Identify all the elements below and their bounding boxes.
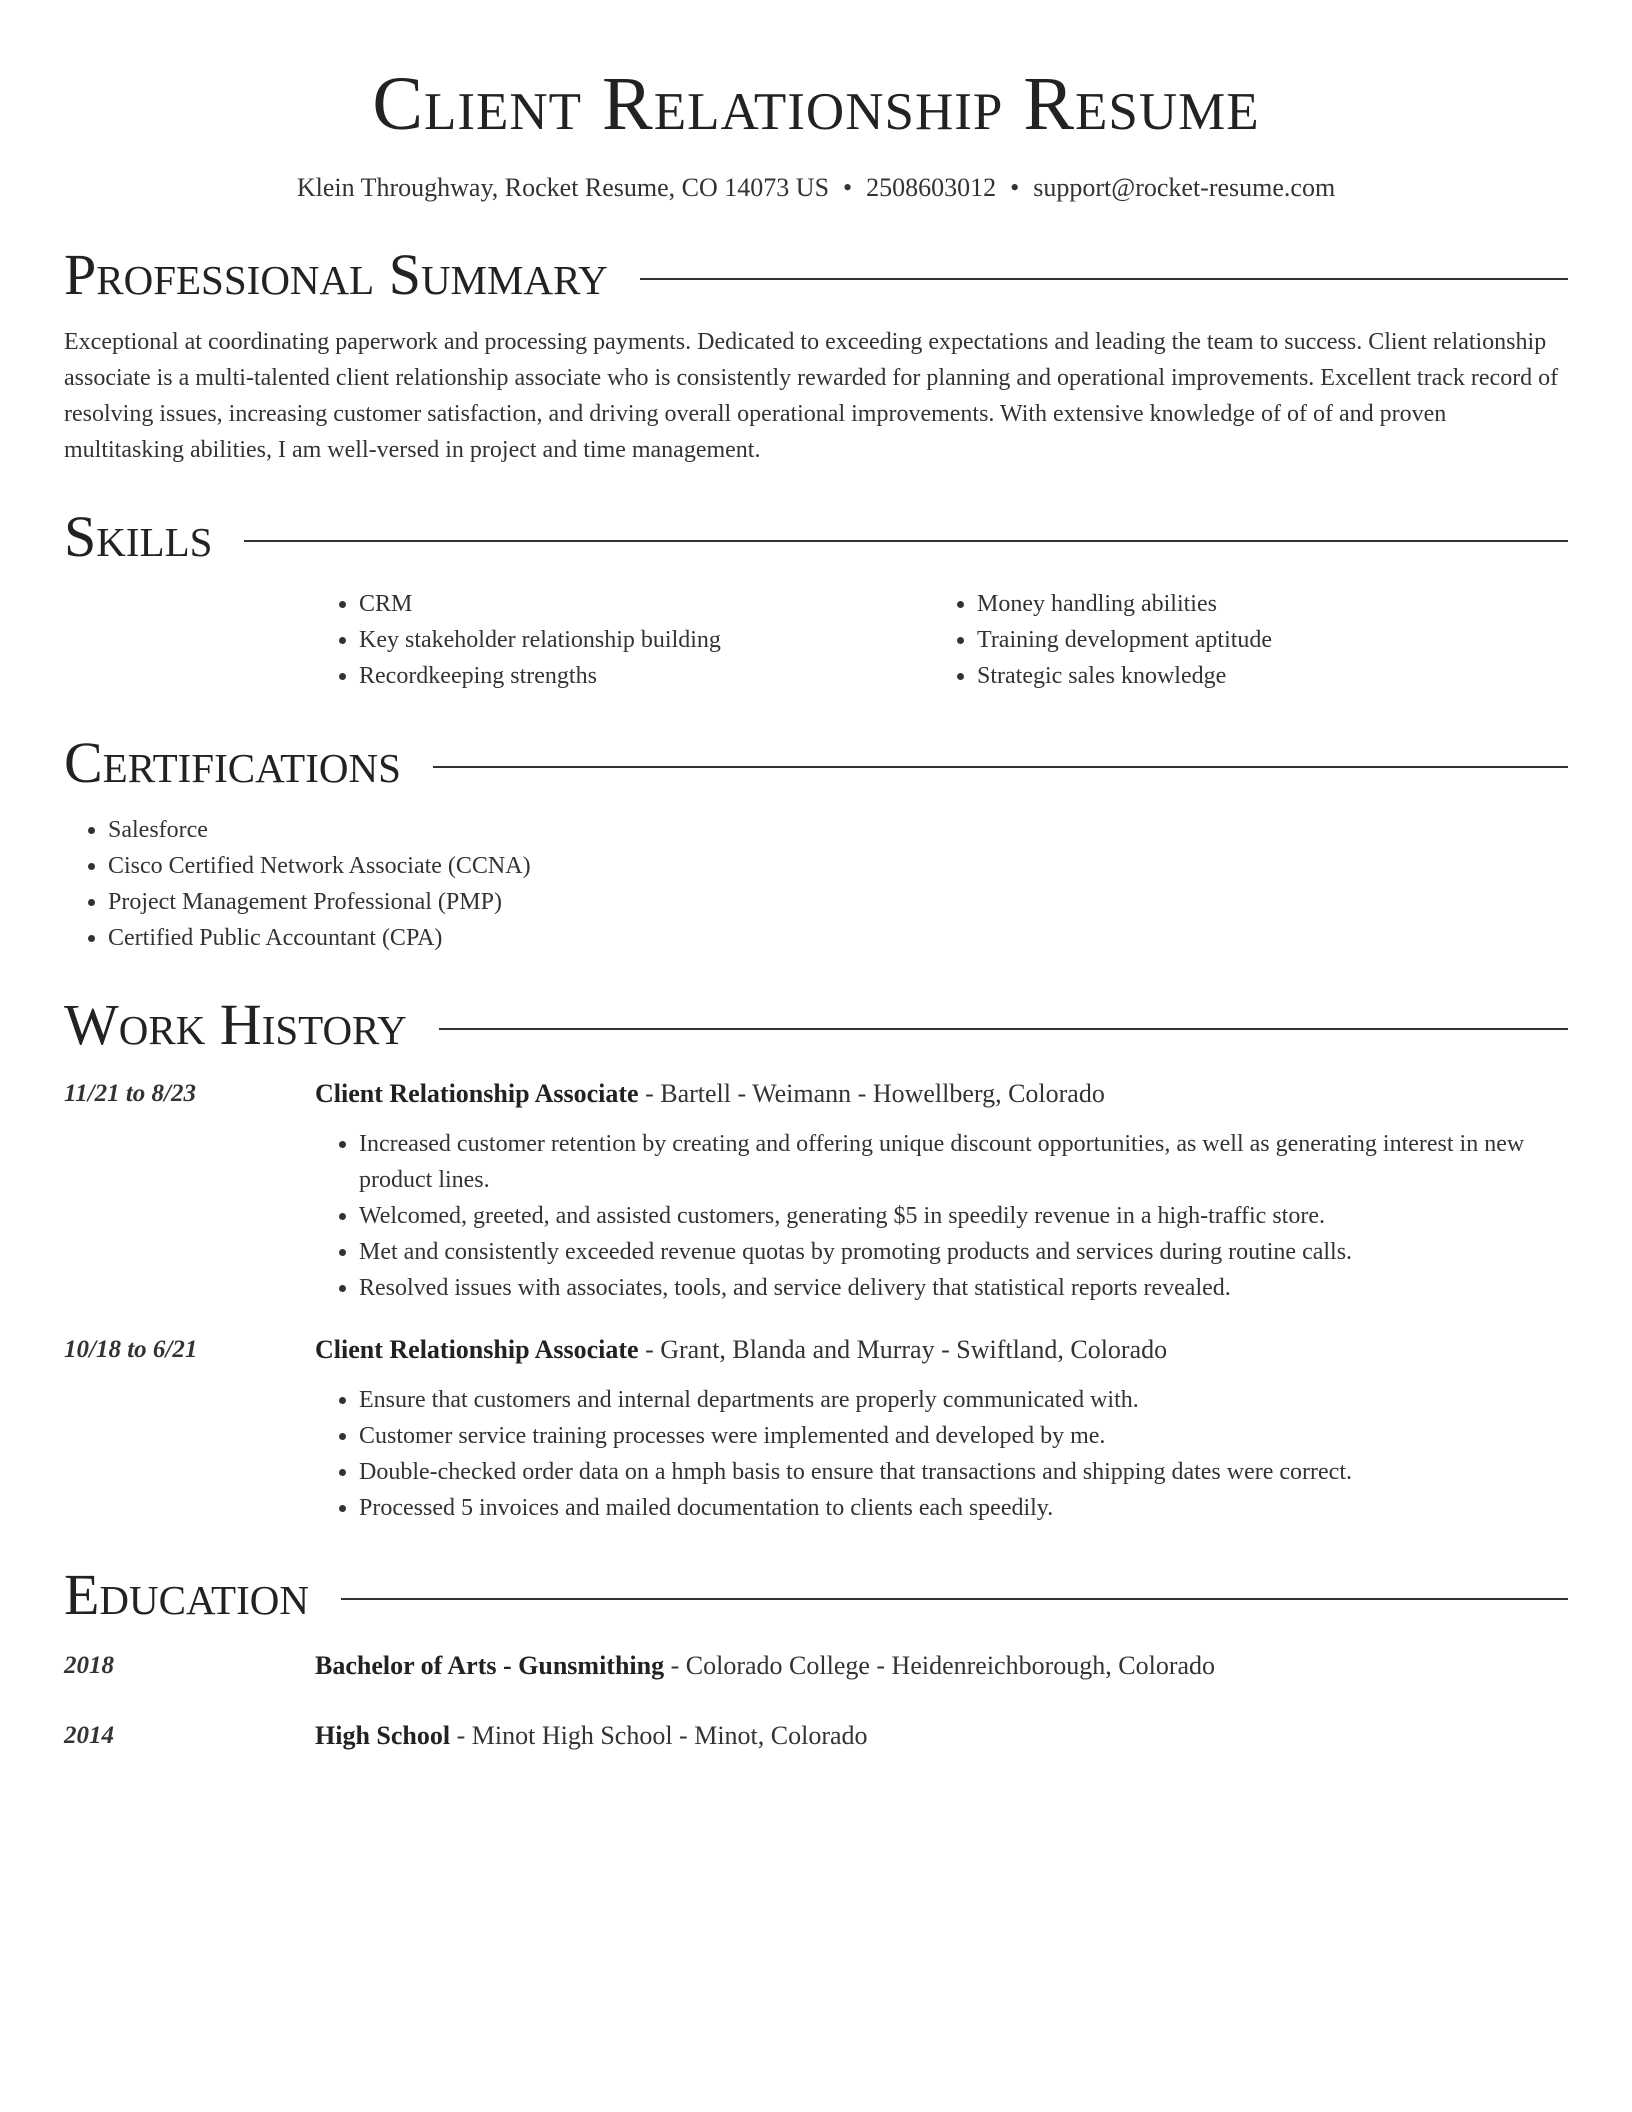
education-entry — [64, 1718, 1568, 1754]
education-year: 2018 — [64, 1652, 114, 1679]
job-role: Client Relationship Associate — [315, 1335, 639, 1364]
contact-separator: • — [1010, 173, 1020, 202]
education-title-line — [315, 1718, 868, 1754]
resume-page — [64, 0, 1568, 1754]
skill-item: • Money handling abilities — [977, 586, 1551, 622]
section-divider — [640, 278, 1568, 280]
skills-heading: Skills — [64, 504, 213, 569]
certification-item: • Certified Public Accountant (CPA) — [108, 920, 1568, 956]
education-degree: High School — [315, 1721, 451, 1750]
job-entry — [64, 1332, 1568, 1526]
education-details: - Minot High School - Minot, Colorado — [450, 1721, 868, 1750]
section-divider — [341, 1598, 1568, 1600]
contact-email: support@rocket-resume.com — [1033, 173, 1336, 202]
certification-item: • Salesforce — [108, 812, 1568, 848]
job-entry — [64, 1076, 1568, 1306]
skills-list-left — [315, 586, 933, 694]
skill-item: • Recordkeeping strengths — [359, 658, 933, 694]
job-bullet: • Double-checked order data on a hmph basis to ensure that transactions and shipping dates were correct. — [359, 1454, 1568, 1490]
education-heading: Education — [64, 1562, 309, 1627]
work-section-header — [64, 990, 1568, 1060]
education-details: - Colorado College - Heidenreichborough, Colorado — [664, 1651, 1216, 1680]
education-entry — [64, 1648, 1568, 1684]
contact-separator: • — [843, 173, 853, 202]
job-bullet: • Processed 5 invoices and mailed documentation to clients each speedily. — [359, 1490, 1568, 1526]
job-bullet: • Welcomed, greeted, and assisted customers, generating $5 in speedily revenue in a high-traffic store. — [359, 1198, 1568, 1234]
skills-grid — [315, 586, 1568, 694]
skill-item: • Training development aptitude — [977, 622, 1551, 658]
section-divider — [244, 540, 1568, 542]
certifications-section-header — [64, 728, 1568, 798]
education-section-header — [64, 1560, 1568, 1630]
summary-heading: Professional Summary — [64, 242, 608, 307]
contact-line — [64, 170, 1568, 206]
skills-section-header — [64, 502, 1568, 572]
section-divider — [439, 1028, 1568, 1030]
resume-name: Client Relationship Resume — [372, 62, 1260, 146]
job-details: - Grant, Blanda and Murray - Swiftland, Colorado — [638, 1335, 1168, 1364]
job-bullet: • Met and consistently exceeded revenue quotas by promoting products and services during routine calls. — [359, 1234, 1568, 1270]
skill-item: • CRM — [359, 586, 933, 622]
job-details: - Bartell - Weimann - Howellberg, Colorado — [638, 1079, 1105, 1108]
job-title-line — [315, 1076, 1568, 1112]
contact-phone: 2508603012 — [866, 173, 997, 202]
job-body — [315, 1076, 1568, 1306]
job-bullet: • Customer service training processes were implemented and developed by me. — [359, 1418, 1568, 1454]
job-bullet: • Increased customer retention by creating and offering unique discount opportunities, as well as generating interest in new product lines. — [359, 1126, 1568, 1198]
summary-text: Exceptional at coordinating paperwork and processing payments. Dedicated to exceeding expectations and leading the team to success. Client relationship associate is a multi-talented client relationship associate who is consistently rewarded for planning and operational improvements. Excellent track record of resolving issues, increasing customer satisfaction, and driving overall operational improvements. With extensive knowledge of of of and proven multitasking abilities, I am well-versed in project and time management. — [64, 329, 1559, 463]
job-bullet: • Resolved issues with associates, tools, and service delivery that statistical reports revealed. — [359, 1270, 1568, 1306]
education-degree: Bachelor of Arts - Gunsmithing — [315, 1651, 665, 1680]
section-divider — [433, 766, 1568, 768]
education-year: 2014 — [64, 1722, 114, 1749]
job-role: Client Relationship Associate — [315, 1079, 639, 1108]
certification-item: • Cisco Certified Network Associate (CCNA) — [108, 848, 1568, 884]
job-body — [315, 1332, 1568, 1526]
work-heading: Work History — [64, 992, 407, 1057]
job-dates: 10/18 to 6/21 — [64, 1336, 198, 1363]
contact-address: Klein Throughway, Rocket Resume, CO 14073 US — [296, 173, 830, 202]
certifications-list — [64, 812, 1568, 956]
job-bullets — [315, 1126, 1568, 1306]
skill-item: • Key stakeholder relationship building — [359, 622, 933, 658]
job-bullet: • Ensure that customers and internal departments are properly communicated with. — [359, 1382, 1568, 1418]
job-bullets — [315, 1382, 1568, 1526]
education-title-line — [315, 1648, 1215, 1684]
skill-item: • Strategic sales knowledge — [977, 658, 1551, 694]
summary-section-header — [64, 240, 1568, 310]
certifications-heading: Certifications — [64, 730, 401, 795]
skills-list-right — [933, 586, 1551, 694]
job-title-line — [315, 1332, 1568, 1368]
certification-item: • Project Management Professional (PMP) — [108, 884, 1568, 920]
job-dates: 11/21 to 8/23 — [64, 1080, 196, 1107]
